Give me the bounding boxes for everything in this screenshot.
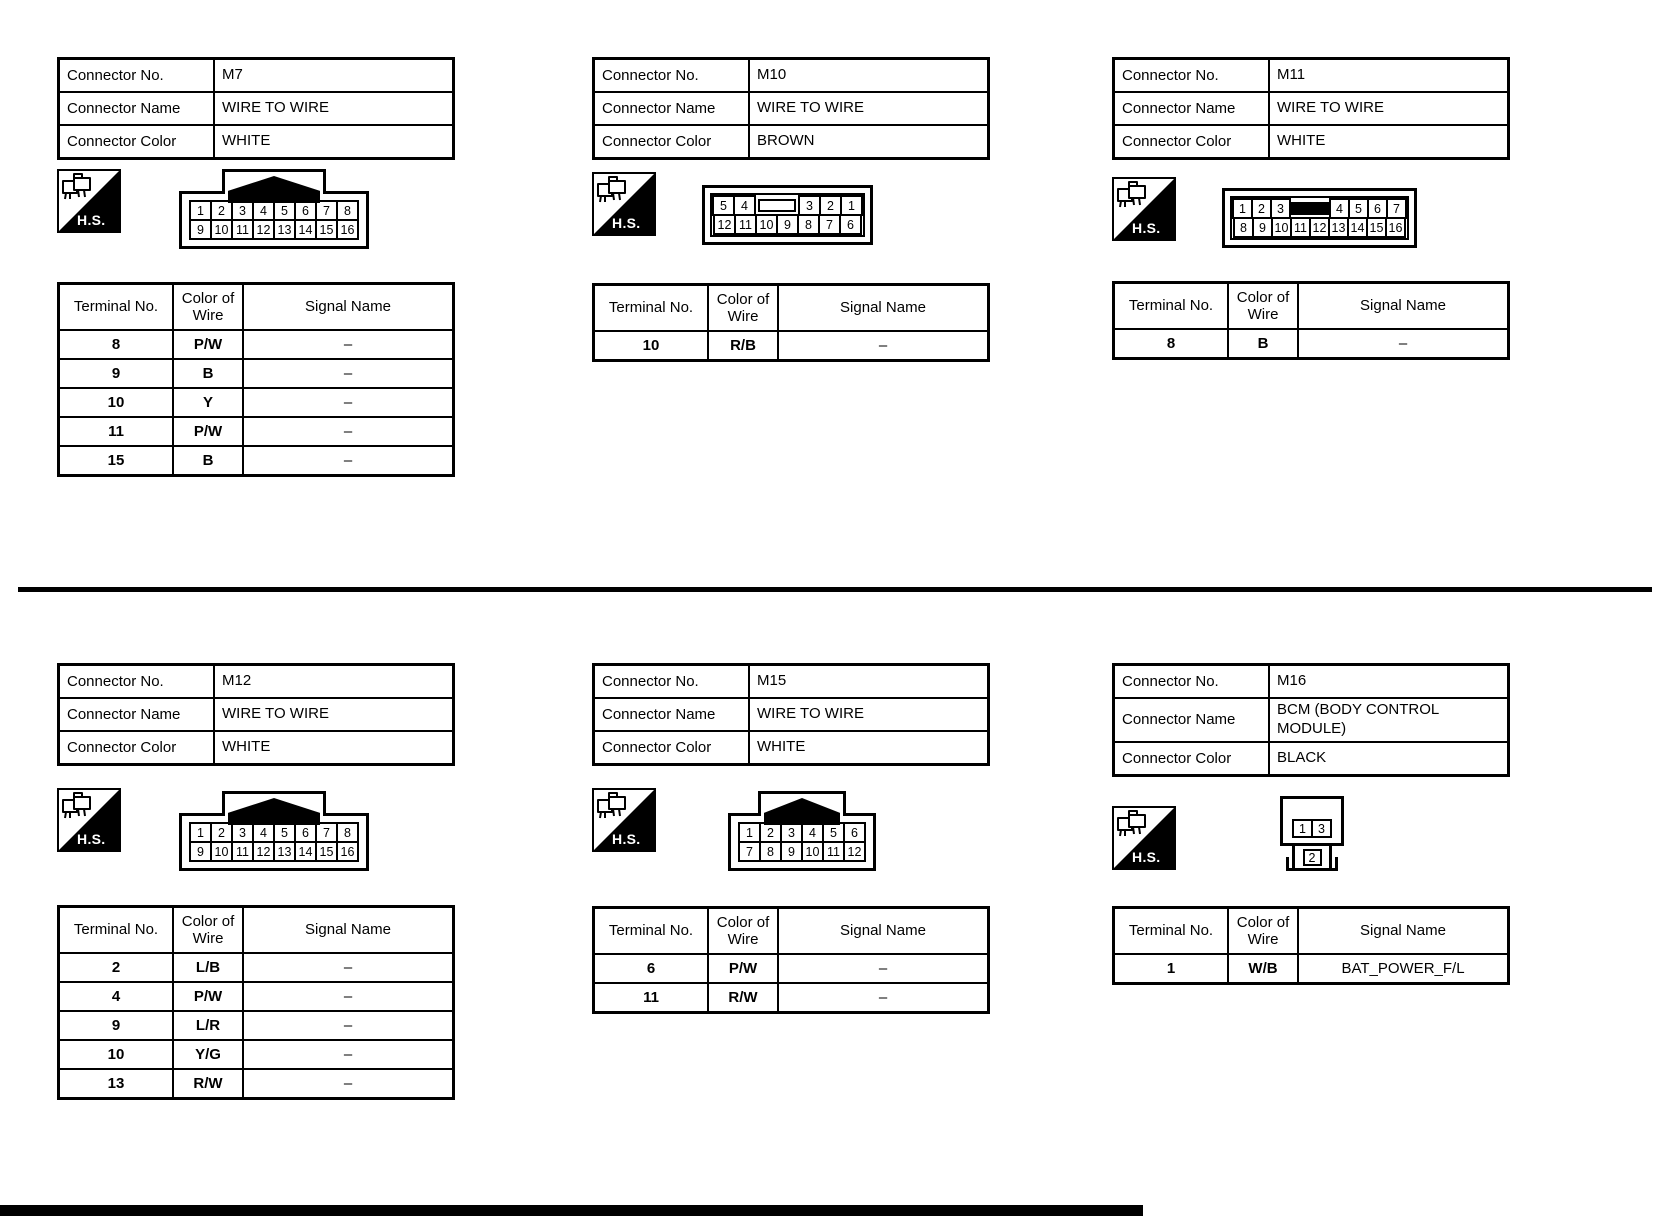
pin-cell: 4 [733,195,756,216]
hs-label: H.S. [1132,220,1161,236]
pin-cell: 11 [734,214,757,235]
section-divider-rule [18,587,1652,592]
terminal-cell-no: 11 [594,983,709,1013]
terminal-no-header: Terminal No. [59,907,174,954]
terminal-cell-signal: – [243,446,454,476]
terminal-cell-signal: – [243,1069,454,1099]
connector-lock-wedge [764,798,840,825]
pin-row [189,822,359,843]
connector-no-value: M16 [1269,665,1509,699]
harness-connector-icon [596,792,630,822]
pin-cell: 14 [294,841,317,862]
terminal-no-header: Terminal No. [594,908,709,955]
pin-cell: 8 [336,200,359,221]
terminal-table [57,282,455,477]
pin-cell: 6 [839,214,862,235]
pin-cell: 5 [822,822,845,843]
connector-info-table [592,663,990,766]
key-rect [1291,202,1329,215]
pin-cell: 3 [1311,819,1332,838]
terminal-row [59,982,454,1011]
pin-cell: 15 [315,219,338,240]
terminal-table [1112,281,1510,360]
pin-cell: 8 [797,214,820,235]
pin-cell: 1 [1232,198,1253,219]
pin-cell: 1 [738,822,761,843]
hs-stamp-icon [592,172,656,236]
pin-row [1292,819,1332,838]
terminal-cell-no: 11 [59,417,174,446]
hs-stamp-icon [1112,177,1176,241]
pin-cell: 6 [843,822,866,843]
terminal-row [59,417,454,446]
terminal-cell-no: 4 [59,982,174,1011]
terminal-cell-signal: – [243,953,454,982]
connector-info-table [57,57,455,160]
pin-row [713,214,862,235]
pin-cell: 4 [252,200,275,221]
pin-cell: 8 [336,822,359,843]
pin-cell: 5 [712,195,735,216]
terminal-cell-signal: BAT_POWER_F/L [1298,954,1509,984]
connector-key-slot-open [754,195,800,216]
pin-cell: 9 [776,214,799,235]
pin-row [1303,849,1322,866]
connector-no-value: M7 [214,59,454,93]
terminal-cell-signal: – [778,983,989,1013]
terminal-row [59,359,454,388]
color-of-wire-header: Color of Wire [708,285,778,332]
terminal-cell-wire: B [173,446,243,476]
pin-cell: 7 [315,200,338,221]
pin-cell: 2 [1303,849,1322,866]
pin-cell: 1 [840,195,863,216]
connector-name-label: Connector Name [594,92,750,125]
pin-cell: 4 [801,822,824,843]
pin-cell: 2 [1251,198,1272,219]
terminal-cell-no: 10 [59,388,174,417]
connector-color-label: Connector Color [1114,742,1270,776]
connector-no-value: M15 [749,665,989,699]
hs-stamp-icon [57,169,121,233]
pin-cell: 6 [1367,198,1388,219]
terminal-no-header: Terminal No. [1114,908,1229,955]
hs-label: H.S. [612,831,641,847]
pin-cell: 16 [1385,217,1406,238]
terminal-cell-no: 10 [59,1040,174,1069]
terminal-cell-no: 13 [59,1069,174,1099]
terminal-row [59,446,454,476]
terminal-cell-no: 2 [59,953,174,982]
signal-name-header: Signal Name [243,284,454,331]
terminal-cell-signal: – [243,1040,454,1069]
terminal-row [59,1011,454,1040]
key-rect [758,199,796,212]
connector-no-label: Connector No. [1114,59,1270,93]
pin-cell: 1 [1292,819,1313,838]
connector-tab [222,791,326,816]
pin-cell: 12 [713,214,736,235]
pin-cell: 14 [294,219,317,240]
hs-label: H.S. [1132,849,1161,865]
connector-no-label: Connector No. [1114,665,1270,699]
connector-info-table [592,57,990,160]
pin-cell: 2 [210,200,233,221]
connector-no-label: Connector No. [594,59,750,93]
terminal-row [1114,954,1509,984]
color-of-wire-header: Color of Wire [708,908,778,955]
connector-color-value: WHITE [1269,125,1509,159]
terminal-cell-signal: – [243,388,454,417]
terminal-cell-wire: R/B [708,331,778,361]
harness-connector-icon [61,173,95,203]
page-footer-bar [0,1205,1143,1216]
terminal-cell-no: 9 [59,1011,174,1040]
connector-pinout-m16 [1280,796,1344,871]
hs-stamp-icon [592,788,656,852]
pin-cell: 13 [273,841,296,862]
terminal-cell-signal: – [243,417,454,446]
terminal-row [594,331,989,361]
terminal-row [59,388,454,417]
color-of-wire-header: Color of Wire [173,284,243,331]
connector-pinout-m12 [179,791,369,871]
terminal-cell-signal: – [243,359,454,388]
connector-pinout-m10 [702,185,873,245]
connector-color-value: WHITE [214,125,454,159]
terminal-cell-signal: – [778,954,989,983]
hs-label: H.S. [77,831,106,847]
terminal-cell-no: 8 [1114,329,1229,359]
connector-name-label: Connector Name [1114,92,1270,125]
pin-cell: 3 [780,822,803,843]
terminal-no-header: Terminal No. [594,285,709,332]
harness-connector-icon [1116,181,1150,211]
terminal-cell-no: 6 [594,954,709,983]
pin-cell: 7 [738,841,761,862]
pin-cell: 7 [315,822,338,843]
pin-cell: 3 [231,822,254,843]
terminal-cell-no: 9 [59,359,174,388]
connector-tab [758,791,846,816]
hs-label: H.S. [612,215,641,231]
connector-name-label: Connector Name [59,92,215,125]
connector-pinout-m15 [728,791,876,871]
harness-connector-icon [1116,810,1150,840]
terminal-cell-signal: – [1298,329,1509,359]
terminal-cell-signal: – [243,982,454,1011]
pin-cell: 10 [210,841,233,862]
connector-block-m11 [1112,57,1510,352]
terminal-cell-no: 1 [1114,954,1229,984]
connector-name-value: WIRE TO WIRE [214,698,454,731]
terminal-cell-wire: Y [173,388,243,417]
pin-cell: 11 [1290,217,1311,238]
pin-cell: 14 [1347,217,1368,238]
pin-row [1233,217,1406,238]
connector-color-label: Connector Color [594,731,750,765]
pin-cell: 11 [231,219,254,240]
terminal-cell-wire: R/W [173,1069,243,1099]
connector-outline [702,185,873,245]
connector-name-label: Connector Name [59,698,215,731]
pin-cell: 6 [294,200,317,221]
connector-info-table [57,663,455,766]
terminal-table [1112,906,1510,985]
terminal-cell-wire: P/W [173,417,243,446]
pin-cell: 4 [252,822,275,843]
pin-cell: 1 [189,200,212,221]
connector-block-m12 [57,663,455,1092]
terminal-cell-wire: P/W [173,330,243,359]
pin-cell: 16 [336,219,359,240]
hs-stamp-icon [57,788,121,852]
pin-cell: 15 [1366,217,1387,238]
terminal-cell-wire: W/B [1228,954,1298,984]
connector-pin-grid [710,193,865,237]
connector-color-value: BLACK [1269,742,1509,776]
terminal-row [59,330,454,359]
pin-cell: 7 [1386,198,1407,219]
connector-no-label: Connector No. [594,665,750,699]
connector-color-value: WHITE [749,731,989,765]
pin-row [712,195,863,216]
pin-cell: 8 [1233,217,1254,238]
pin-cell: 9 [189,219,212,240]
terminal-row [59,1040,454,1069]
pin-cell: 9 [1252,217,1273,238]
connector-lock-wedge [228,798,320,825]
pin-cell: 12 [252,219,275,240]
connector-lock-wedge [228,176,320,203]
pin-cell: 2 [819,195,842,216]
connector-no-label: Connector No. [59,59,215,93]
connector-pinout-m11 [1222,188,1417,248]
plug-housing-top [1280,796,1344,846]
signal-name-header: Signal Name [778,285,989,332]
connector-no-value: M12 [214,665,454,699]
pin-cell: 2 [759,822,782,843]
pin-cell: 6 [294,822,317,843]
connector-name-value: BCM (BODY CONTROL MODULE) [1269,698,1509,742]
pin-cell: 3 [1270,198,1291,219]
connector-name-value: WIRE TO WIRE [749,698,989,731]
terminal-cell-wire: P/W [173,982,243,1011]
connector-no-value: M11 [1269,59,1509,93]
color-of-wire-header: Color of Wire [173,907,243,954]
harness-connector-icon [61,792,95,822]
terminal-row [59,953,454,982]
pin-cell: 12 [843,841,866,862]
terminal-table [592,283,990,362]
signal-name-header: Signal Name [778,908,989,955]
pin-cell: 11 [231,841,254,862]
pin-row [189,219,359,240]
terminal-cell-wire: L/R [173,1011,243,1040]
signal-name-header: Signal Name [1298,283,1509,330]
terminal-row [594,954,989,983]
pin-cell: 7 [818,214,841,235]
connector-tab [222,169,326,194]
terminal-no-header: Terminal No. [59,284,174,331]
terminal-cell-wire: B [1228,329,1298,359]
pin-row [1232,198,1407,219]
terminal-cell-signal: – [778,331,989,361]
plug-housing-bottom [1292,843,1332,871]
connector-no-label: Connector No. [59,665,215,699]
pin-cell: 9 [780,841,803,862]
pin-row [189,200,359,221]
connector-pinout-m7 [179,169,369,249]
connector-block-m16 [1112,663,1510,977]
connector-key-slot-filled [1289,198,1331,219]
connector-color-label: Connector Color [594,125,750,159]
connector-name-label: Connector Name [1114,698,1270,742]
terminal-cell-signal: – [243,1011,454,1040]
connector-color-label: Connector Color [59,125,215,159]
pin-cell: 5 [273,200,296,221]
connector-outline [1222,188,1417,248]
connector-name-label: Connector Name [594,698,750,731]
pin-cell: 1 [189,822,212,843]
terminal-row [1114,329,1509,359]
hs-stamp-icon [1112,806,1176,870]
pin-cell: 8 [759,841,782,862]
pin-cell: 15 [315,841,338,862]
pin-cell: 10 [1271,217,1292,238]
connector-name-value: WIRE TO WIRE [749,92,989,125]
hs-label: H.S. [77,212,106,228]
pin-cell: 10 [755,214,778,235]
pin-cell: 11 [822,841,845,862]
connector-color-label: Connector Color [59,731,215,765]
terminal-cell-wire: Y/G [173,1040,243,1069]
pin-cell: 5 [1348,198,1369,219]
terminal-cell-no: 8 [59,330,174,359]
connector-name-value: WIRE TO WIRE [1269,92,1509,125]
connector-color-label: Connector Color [1114,125,1270,159]
connector-no-value: M10 [749,59,989,93]
connector-color-value: BROWN [749,125,989,159]
pin-cell: 4 [1329,198,1350,219]
terminal-cell-no: 15 [59,446,174,476]
connector-color-value: WHITE [214,731,454,765]
terminal-cell-wire: R/W [708,983,778,1013]
signal-name-header: Signal Name [1298,908,1509,955]
terminal-table [57,905,455,1100]
terminal-row [594,983,989,1013]
connector-info-table [1112,57,1510,160]
pin-cell: 10 [210,219,233,240]
connector-block-m10 [592,57,990,354]
pin-cell: 13 [273,219,296,240]
terminal-cell-no: 10 [594,331,709,361]
connector-pin-grid [1230,196,1409,240]
pin-row [189,841,359,862]
color-of-wire-header: Color of Wire [1228,283,1298,330]
pin-cell: 9 [189,841,212,862]
terminal-table [592,906,990,1014]
pin-cell: 12 [1309,217,1330,238]
pin-cell: 5 [273,822,296,843]
pin-cell: 3 [231,200,254,221]
pin-row [738,841,866,862]
pin-cell: 13 [1328,217,1349,238]
terminal-no-header: Terminal No. [1114,283,1229,330]
connector-info-table [1112,663,1510,777]
pin-cell: 12 [252,841,275,862]
signal-name-header: Signal Name [243,907,454,954]
pin-cell: 10 [801,841,824,862]
terminal-cell-wire: L/B [173,953,243,982]
terminal-cell-signal: – [243,330,454,359]
pin-cell: 3 [798,195,821,216]
terminal-row [59,1069,454,1099]
connector-block-m15 [592,663,990,1006]
connector-name-value: WIRE TO WIRE [214,92,454,125]
pin-cell: 16 [336,841,359,862]
terminal-cell-wire: B [173,359,243,388]
harness-connector-icon [596,176,630,206]
connector-block-m7 [57,57,455,469]
terminal-cell-wire: P/W [708,954,778,983]
pin-cell: 2 [210,822,233,843]
color-of-wire-header: Color of Wire [1228,908,1298,955]
pin-row [738,822,866,843]
